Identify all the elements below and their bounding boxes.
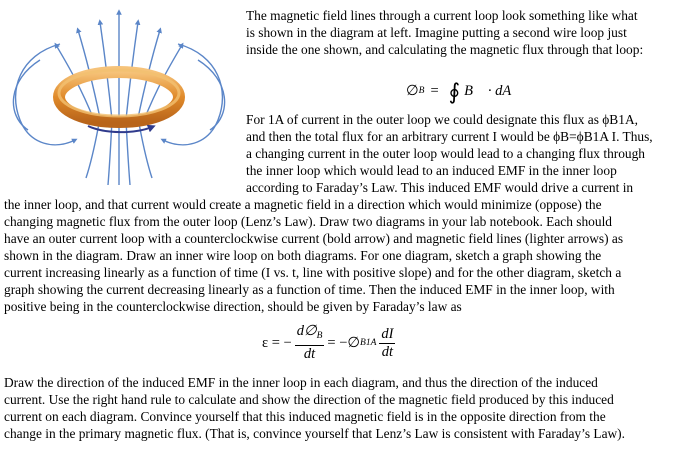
intro-line: inside the one shown, and calculating the magnetic flux through that loop: xyxy=(246,42,644,57)
numerator-subscript: B xyxy=(316,331,323,341)
body-line: changing magnetic flux from the outer loop (Lenz’s Law). Draw two diagrams in your lab notebook. Each should xyxy=(4,214,612,229)
emf-equation xyxy=(262,322,432,364)
field-line xyxy=(163,44,222,145)
body-line: according to Faraday’s Law. This induced EMF would drive a current in xyxy=(246,180,634,195)
fraction-numerator: d∅ xyxy=(296,323,317,339)
field-line xyxy=(13,60,40,130)
contour-integral-sign: ∮ xyxy=(448,78,461,104)
body-line: and then the total flux for an arbitrary current I would be ϕB=ϕB1A I. Thus, xyxy=(246,129,653,144)
field-line xyxy=(198,60,225,130)
flux-equation xyxy=(406,74,523,108)
body-line: current increasing linearly as a function of time (I vs. t, line with positive slope) and for the other diagram, sketch a xyxy=(4,265,622,280)
body-line: a changing current in the outer loop would lead to a changing flux through xyxy=(246,146,646,161)
flux-derivative-fraction xyxy=(295,323,325,363)
emf-lhs: ε = − xyxy=(262,334,292,351)
fraction-denominator: dt xyxy=(303,346,316,362)
body-line: the inner loop which would lead to an induced EMF in the inner loop xyxy=(246,163,617,178)
body-line: current. Use the right hand rule to calculate and show the direction of the magnetic field produced by this induced xyxy=(4,392,614,407)
body-line: graph showing the current decreasing linearly as a function of time. Then the induced EMF in the inner loop, with xyxy=(4,282,615,297)
flux-subscript: B xyxy=(418,85,425,96)
field-lines xyxy=(13,12,224,185)
field-line xyxy=(108,120,112,185)
field-line xyxy=(126,120,130,185)
fraction-denominator: dt xyxy=(381,343,394,360)
body-line: the inner loop, and that current would create a magnetic field in a direction which would minimize (oppose) the xyxy=(4,197,602,212)
middle-subscript: B1A xyxy=(360,337,377,348)
body-line: positive being in the counterclockwise direction, should be given by Faraday’s law as xyxy=(4,299,462,314)
body-line: For 1A of current in the outer loop we could designate this flux as ϕB1A, xyxy=(246,112,638,127)
body-line: shown in the diagram. Draw an inner wire loop on both diagrams. For one diagram, sketch a graph showing the xyxy=(4,248,602,263)
field-line xyxy=(16,44,75,145)
fraction-numerator: dI xyxy=(381,325,394,342)
current-loop-diagram xyxy=(0,0,246,190)
flux-symbol: ∅ xyxy=(406,82,419,99)
body-line: current on each diagram. Convince yourself that this induced magnetic field is in the opposite direction from the xyxy=(4,409,606,424)
intro-line: The magnetic field lines through a current loop look something like what xyxy=(246,8,638,23)
equals-sign: = xyxy=(430,82,439,99)
body-line: have an outer current loop with a counterclockwise current (bold arrow) and magnetic field lines (lighter arrows) as xyxy=(4,231,624,246)
emf-middle: = −∅ xyxy=(327,334,361,351)
intro-line: is shown in the diagram at left. Imagine putting a second wire loop just xyxy=(246,25,627,40)
integrand: B⃗ · dA⃗ xyxy=(464,82,523,99)
body-line: Draw the direction of the induced EMF in the inner loop in each diagram, and thus the direction of the induced xyxy=(4,375,598,390)
current-derivative-fraction xyxy=(379,326,395,361)
body-line: change in the primary magnetic flux. (That is, convince yourself that Lenz’s Law is consistent with Faraday’s Law). xyxy=(4,426,625,441)
